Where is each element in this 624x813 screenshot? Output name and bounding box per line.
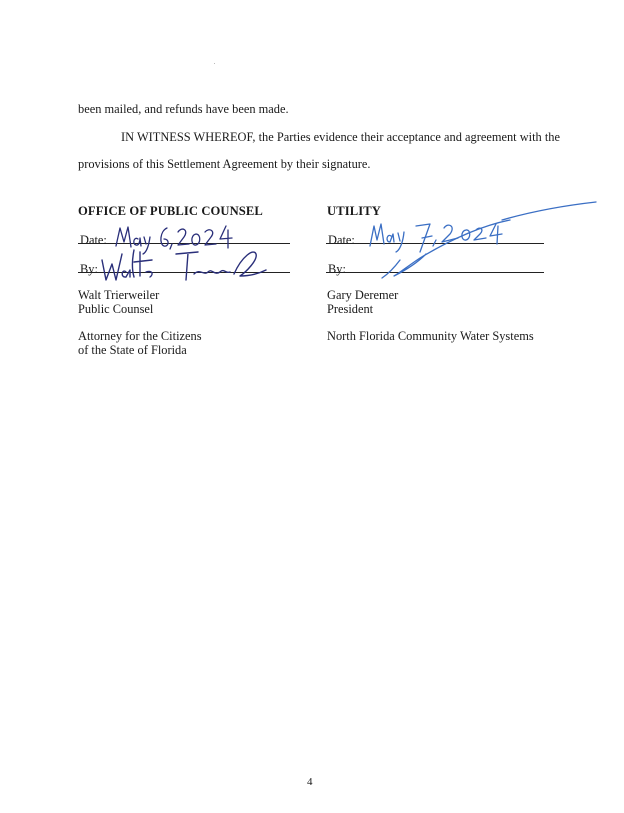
body-line-3: provisions of this Settlement Agreement by their signature. [78,157,371,171]
right-name: Gary Deremer [327,288,399,302]
body-line-2: IN WITNESS WHEREOF, the Parties evidence their acceptance and agreement with the [121,130,560,144]
left-date-label: Date: [80,233,107,247]
scan-speck [214,63,215,64]
left-signature [96,246,271,286]
left-role-line-2: of the State of Florida [78,343,187,357]
left-name: Walt Trierweiler [78,288,160,302]
left-role-line-1: Attorney for the Citizens [78,329,202,343]
page-number: 4 [307,776,313,788]
right-organization: North Florida Community Water Systems [327,329,534,343]
left-title: Public Counsel [78,302,154,316]
left-heading: OFFICE OF PUBLIC COUNSEL [78,204,263,218]
right-by-label: By: [328,262,346,276]
right-heading: UTILITY [327,204,381,218]
body-line-1: been mailed, and refunds have been made. [78,102,289,116]
right-date-label: Date: [328,233,355,247]
right-title: President [327,302,374,316]
right-handwritten-date [360,196,600,280]
left-by-label: By: [80,262,98,276]
